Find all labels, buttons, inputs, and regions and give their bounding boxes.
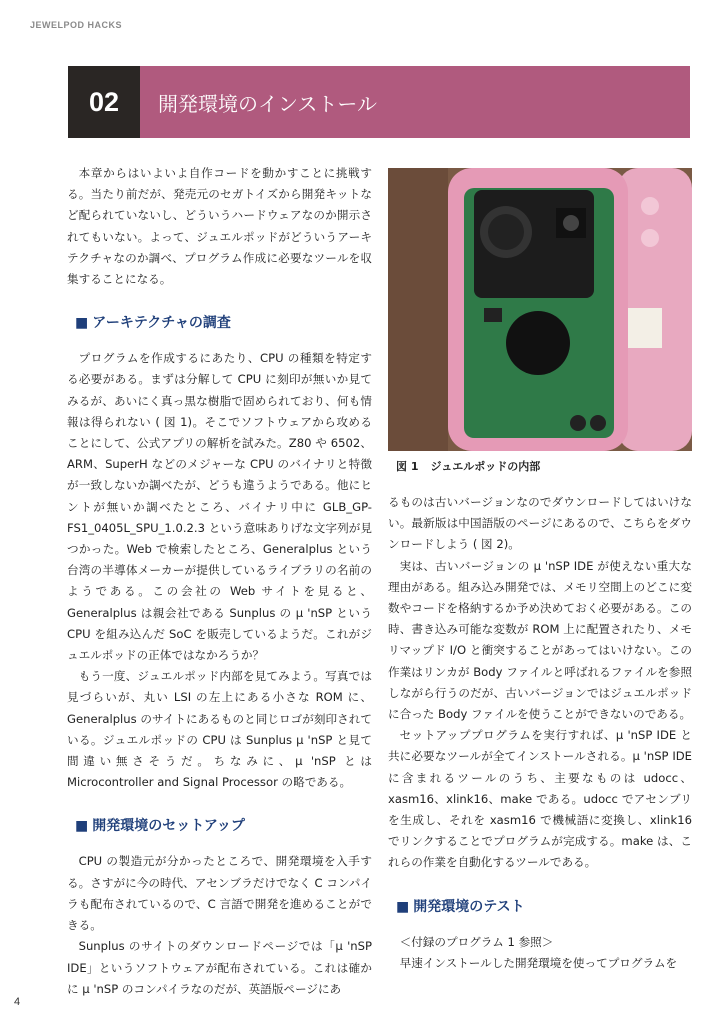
intro-paragraph: 本章からはいよいよ自作コードを動かすことに挑戦する。当たり前だが、発売元のセガトイズから開発キットなど配られていないし、どういうハードウェアなのか開示されてもいない。よって、ジュエルポッドがどういうアーキテクチャなのか調べ、プログラム作成に必要なツールを収集することになる。 bbox=[67, 166, 372, 287]
paragraph: プログラムを作成するにあたり、CPU の種類を特定する必要がある。まずは分解して CPU に刻印が無いか見てみるが、あいにく真っ黒な樹脂で固められており、何も情報は得られない ( 図 1)。そこでソフトウェアから攻めることにして、公式アプリの解析を試みた。Z80 や 6502、ARM、SuperH などのメジャーな CPU のバイナリと特徴が一致しないか調べたが、どうも違うようである。他にヒントが無いか調べたところ、バイナリ中に GLB_GP-FS1_0405L_SPU_1.0.2.3 という意味ありげな文字列が見つかった。Web で検索したところ、Generalplus という台湾の半導体メーカーが提供しているライブラリの名前のようである。この会社の Web サイトを見ると、Generalplus は親会社である Sunplus の μ 'nSP という CPU を組み込んだ SoC を販売しているようだ。これがジュエルポッドの正体ではなかろうか？ bbox=[67, 351, 372, 663]
figure-photo bbox=[388, 168, 692, 451]
section-heading-architecture: ■ アーキテクチャの調査 bbox=[75, 315, 231, 332]
paragraph: 実は、古いバージョンの μ 'nSP IDE が使えない重大な理由がある。組み込み開発では、メモリ空間上のどこに変数やコードを格納するか予め決めておく必要がある。この時、書き込み可能な変数が ROM 上に配置されたり、メモリマップド I/O と衝突することがあってはいけない。この作業はリンカが Body ファイルと呼ばれるファイルを参照しながら行うのだが、古いバージョンではジュエルポッドに合った Body ファイルを使うことができないのである。 bbox=[388, 558, 692, 722]
square-bullet-icon: ■ bbox=[396, 898, 410, 915]
reference-note: ＜付録のプログラム 1 参照＞ bbox=[399, 934, 554, 949]
section-heading-test: ■ 開発環境のテスト bbox=[396, 898, 525, 915]
chapter-header bbox=[68, 66, 690, 138]
figure-label: 図 1 bbox=[396, 460, 419, 473]
right-column bbox=[388, 492, 692, 974]
square-bullet-icon: ■ bbox=[75, 315, 89, 332]
paragraph: セットアッププログラムを実行すれば、μ 'nSP IDE と共に必要なツールが全てインストールされる。μ 'nSP IDE に含まれるツールのうち、主要なものは udocc、xasm16、xlink16、make である。udocc でアセンブリを生成し、それを xasm16 で機械語に変換し、xlink16 でリンクすることでプログラムが完成する。make は、これらの作業を自動化するツールである。 bbox=[388, 728, 692, 870]
paragraph: るものは古いバージョンなのでダウンロードしてはいけない。最新版は中国語版のページにあるので、こちらをダウンロードしよう ( 図 2)。 bbox=[388, 495, 692, 552]
figure-caption-text: ジュエルポッドの内部 bbox=[430, 460, 541, 473]
paragraph: 早速インストールした開発環境を使ってプログラムを bbox=[399, 955, 678, 970]
square-bullet-icon: ■ bbox=[75, 818, 89, 835]
section-heading-setup: ■ 開発環境のセットアップ bbox=[75, 818, 245, 835]
left-column bbox=[67, 163, 372, 1000]
page-number: 4 bbox=[14, 996, 21, 1008]
running-head: JEWELPOD HACKS bbox=[30, 20, 123, 30]
figure-caption bbox=[396, 458, 552, 474]
circuit-board-illustration bbox=[388, 168, 692, 451]
chapter-number: 02 bbox=[68, 66, 140, 138]
paragraph: Sunplus のサイトのダウンロードページでは「μ 'nSP IDE」というソフトウェアが配布されている。これは確かに μ 'nSP のコンパイラなのだが、英語版ページにあ bbox=[67, 939, 372, 996]
paragraph: CPU の製造元が分かったところで、開発環境を入手する。さすがに今の時代、アセンブラだけでなく C コンパイラも配布されているので、C 言語で開発を進めることができる。 bbox=[67, 854, 372, 933]
paragraph: もう一度、ジュエルポッド内部を見てみよう。写真では見づらいが、丸い LSI の左上にある小さな ROM に、Generalplus のサイトにあるものと同じロゴが刻印されている。ジュエルポッドの CPU は Sunplus μ 'nSP と見て間違い無さそうだ。ちなみに、μ 'nSP とは Microcontroller and Signal Processor の略である。 bbox=[67, 669, 372, 790]
chapter-title: 開発環境のインストール bbox=[140, 66, 690, 138]
